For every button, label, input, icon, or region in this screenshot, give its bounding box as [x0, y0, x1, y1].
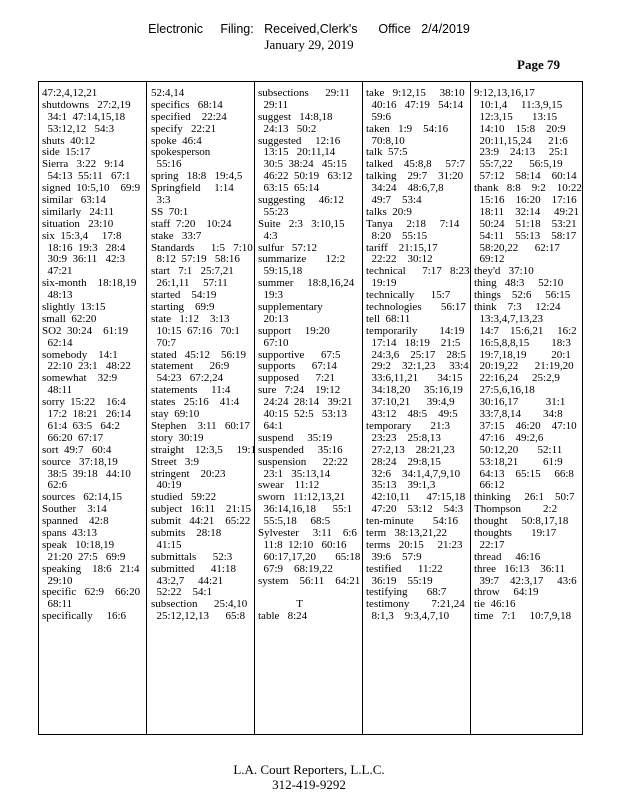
index-line: six-month 18:18,19 [42, 277, 137, 290]
index-line: 30:16,17 31:1 [474, 396, 566, 409]
index-line: thing 48:3 52:10 [474, 277, 564, 290]
index-line: 50:12,20 52:11 [474, 443, 563, 456]
index-line: 27:2,13 28:21,23 [366, 443, 455, 456]
index-line: state 1:12 3:13 [151, 312, 230, 325]
index-line: shutdowns 27:2,19 [42, 98, 131, 111]
index-line: thinking 26:1 50:7 [474, 491, 575, 504]
filing-stamp: Electronic Filing: Received,Clerk's Office 2/4/2019 [148, 22, 470, 36]
index-line: Sylvester 3:11 6:6 [258, 526, 357, 539]
index-line: 53:18,21 61:9 [474, 455, 563, 468]
index-line: spoke 46:4 [151, 134, 202, 147]
index-line: SS 70:1 [151, 205, 189, 218]
index-line: suspended 35:16 [258, 443, 343, 456]
index-line: 37:10,21 39:4,9 [366, 396, 455, 409]
index-column-5 [474, 88, 582, 623]
index-line: 36:19 55:19 [366, 574, 433, 587]
index-line: taken 1:9 54:16 [366, 122, 449, 135]
index-line: talked 45:8,8 57:7 [366, 158, 465, 171]
index-line: speaking 18:6 21:4 [42, 562, 140, 575]
index-line: things 52:6 56:15 [474, 289, 571, 302]
index-line: tell 68:11 [366, 312, 411, 325]
index-line: tariff 21:15,17 [366, 241, 438, 254]
index-line: 19:3 [258, 289, 284, 302]
index-line: 19:19 [366, 277, 397, 290]
index-line: thoughts 19:17 [474, 526, 557, 539]
index-line: thread 46:16 [474, 550, 541, 563]
index-line: 24:3,6 25:17 28:5 [366, 348, 466, 361]
index-line: staff 7:20 10:24 [151, 217, 232, 230]
index-line: 27:5,6,16,18 [474, 384, 535, 397]
index-line: Souther 3:14 [42, 503, 107, 516]
index-line: 23:23 25:8,13 [366, 431, 441, 444]
index-line: specifically 16:6 [42, 610, 127, 623]
index-line: testifying 68:7 [366, 586, 447, 599]
index-line: side 15:17 [42, 146, 91, 159]
index-line: subsection 25:4,10 [151, 598, 248, 611]
index-line: sure 7:24 19:12 [258, 384, 341, 397]
index-line: 8:1,3 9:3,4,7,10 [366, 610, 450, 623]
index-line: thank 8:8 9:2 10:22 [474, 182, 582, 195]
index-line: three 16:13 36:11 [474, 562, 565, 575]
index-line: 48:11 [42, 384, 73, 397]
index-line: 20:13 [258, 312, 289, 325]
index-line: 55:23 [258, 205, 289, 218]
index-line: 9:12,13,16,17 [474, 87, 535, 99]
index-line: submits 28:18 [151, 526, 222, 539]
index-line: Standards 1:5 7:10 [151, 241, 253, 254]
index-line: 64:13 65:15 66:8 [474, 467, 574, 480]
index-line: specifics 68:14 [151, 98, 223, 111]
index-line: situation 23:10 [42, 217, 114, 230]
index-line: 39:7 42:3,17 43:6 [474, 574, 577, 587]
index-line: 29:11 [258, 98, 289, 111]
column-divider [470, 82, 471, 734]
index-line: 23:9 24:13 25:1 [474, 146, 569, 159]
index-line: 28:24 29:8,15 [366, 455, 441, 468]
index-line: submittals 52:3 [151, 550, 233, 563]
index-column-1 [42, 88, 140, 623]
index-line: technologies 56:17 [366, 301, 466, 314]
index-line: suggesting 46:12 [258, 194, 344, 207]
index-line: Suite 2:3 3:10,15 [258, 217, 345, 230]
index-line: summer 18:8,16,24 [258, 277, 355, 290]
index-line: temporarily 14:19 [366, 324, 465, 337]
index-line: 48:13 [42, 289, 73, 302]
index-line: sulfur 57:12 [258, 241, 317, 254]
index-line: suggest 14:8,18 [258, 110, 333, 123]
index-line: 33:7,8,14 34:8 [474, 408, 563, 421]
index-line: 47:20 53:12 54:3 [366, 503, 464, 516]
index-line: 18:16 19:3 28:4 [42, 241, 126, 254]
index-line: 62:14 [42, 336, 73, 349]
index-line: throw 64:19 [474, 586, 539, 599]
index-line: Street 3:9 [151, 455, 199, 468]
index-line: straight 12:3,5 19:1 [151, 443, 257, 456]
index-line: Tanya 2:18 7:14 [366, 217, 460, 230]
index-line: 40:19 [151, 479, 182, 492]
index-line: 64:1 [258, 419, 284, 432]
index-line: 61:4 63:5 64:2 [42, 419, 120, 432]
index-line: testimony 7:21,24 [366, 598, 465, 611]
index-line: 69:12 [474, 253, 505, 266]
index-line: 29:10 [42, 574, 73, 587]
index-line: shuts 40:12 [42, 134, 96, 147]
index-line: 49:7 53:4 [366, 194, 422, 207]
index-line: 3:3 [151, 194, 171, 207]
index-line: spokesperson [151, 146, 211, 159]
index-column-2 [151, 88, 256, 623]
index-line: signed 10:5,10 69:9 [42, 182, 141, 195]
index-table [38, 81, 583, 735]
index-line: sworn 11:12,13,21 [258, 491, 346, 504]
index-line: SO2 30:24 61:19 [42, 324, 129, 337]
index-line: 13:3,4,7,13,23 [474, 312, 544, 325]
index-line: 67:10 [258, 336, 289, 349]
index-line: small 62:20 [42, 312, 97, 325]
index-line: think 7:3 12:24 [474, 301, 561, 314]
index-line: Sierra 3:22 9:14 [42, 158, 124, 171]
index-line: 14:7 15:6,21 16:2 [474, 324, 577, 337]
index-line: 52:4,14 [151, 87, 185, 99]
index-line: 66:12 [474, 479, 505, 492]
index-line: 62:6 [42, 479, 68, 492]
index-line: system 56:11 64:21 [258, 574, 361, 587]
index-line: 50:24 51:18 53:21 [474, 217, 577, 230]
index-line: 39:6 57:9 [366, 550, 422, 563]
index-line: sources 62:14,15 [42, 491, 123, 504]
footer-phone: 312-419-9292 [272, 777, 346, 792]
index-line: Thompson 2:2 [474, 503, 558, 516]
index-line: 40:15 52:5 53:13 [258, 408, 347, 421]
index-line: 26:1,11 57:11 [151, 277, 228, 290]
index-line: 34:1 47:14,15,18 [42, 110, 126, 123]
index-line: 23:1 35:13,14 [258, 467, 331, 480]
index-line: supplementary [258, 301, 323, 314]
index-line: 10:1,4 11:3,9,15 [474, 98, 563, 111]
index-line: tie 46:16 [474, 598, 516, 611]
index-line: specified 22:24 [151, 110, 227, 123]
index-line: T [258, 598, 304, 611]
index-line: talking 29:7 31:20 [366, 170, 464, 183]
index-line: 66:20 67:17 [42, 431, 104, 444]
page-number: Page 79 [517, 57, 560, 72]
index-line: 46:22 50:19 63:12 [258, 170, 353, 183]
index-line: 24:13 50:2 [258, 122, 317, 135]
index-line: 14:10 15:8 20:9 [474, 122, 566, 135]
index-line: term 38:13,21,22 [366, 526, 447, 539]
index-line: 58:20,22 62:17 [474, 241, 560, 254]
footer-company: L.A. Court Reporters, L.L.C. [233, 762, 385, 777]
index-line: 36:14,16,18 55:1 [258, 503, 353, 516]
index-line: 10:15 67:16 70:1 [151, 324, 240, 337]
index-line: source 37:18,19 [42, 455, 118, 468]
index-line: spans 43:13 [42, 526, 97, 539]
index-line: 40:16 47:19 54:14 [366, 98, 464, 111]
index-line: 57:12 58:14 60:14 [474, 170, 577, 183]
index-line: 43:2,7 44:21 [151, 574, 224, 587]
index-line: 16:5,8,8,15 18:3 [474, 336, 571, 349]
index-line: 52:22 54:1 [151, 586, 213, 599]
index-line: 17:14 18:19 21:5 [366, 336, 461, 349]
index-line: 24:24 28:14 39:21 [258, 396, 353, 409]
index-line: start 7:1 25:7,21 [151, 265, 234, 278]
index-line: swear 11:12 [258, 479, 320, 492]
index-line: 18:11 32:14 49:21 [474, 205, 580, 218]
index-line: sorry 15:22 16:4 [42, 396, 126, 409]
index-line: 59:15,18 [258, 265, 303, 278]
index-line: started 54:19 [151, 289, 217, 302]
index-line: 8:12 57:19 58:16 [151, 253, 240, 266]
index-line: slightly 13:15 [42, 301, 106, 314]
index-line: supportive 67:5 [258, 348, 341, 361]
index-line: 13:15 20:11,14 [258, 146, 336, 159]
index-line: specific 62:9 66:20 [42, 586, 141, 599]
index-line: stringent 20:23 [151, 467, 226, 480]
index-line: statement 26:9 [151, 360, 230, 373]
index-line: Springfield 1:14 [151, 182, 234, 195]
index-line: similar 63:14 [42, 194, 106, 207]
index-line: suspend 35:19 [258, 431, 333, 444]
filing-date: January 29, 2019 [264, 37, 354, 52]
index-line: thought 50:8,17,18 [474, 515, 569, 528]
index-line: 54:11 55:13 58:17 [474, 229, 577, 242]
index-line: 47:2,4,12,21 [42, 87, 98, 99]
index-line: 30:5 38:24 45:15 [258, 158, 347, 171]
index-line: 37:15 46:20 47:10 [474, 419, 577, 432]
index-line: 32:6 34:1,4,7,9,10 [366, 467, 461, 480]
index-line: table 8:24 [258, 610, 308, 623]
index-line: 70:8,10 [366, 134, 405, 147]
index-line: 35:13 39:1,3 [366, 479, 436, 492]
index-line: Stephen 3:11 60:17 [151, 419, 250, 432]
index-line: 21:20 27:5 69:9 [42, 550, 126, 563]
index-line: stay 69:10 [151, 408, 200, 421]
index-line: 47:21 [42, 265, 73, 278]
index-line: time 7:1 10:7,9,18 [474, 610, 572, 623]
index-line: 22:10 23:1 48:22 [42, 360, 131, 373]
index-line: 20:11,15,24 21:6 [474, 134, 568, 147]
index-line: 15:16 16:20 17:16 [474, 194, 577, 207]
index-line: 25:12,12,13 65:8 [151, 610, 246, 623]
column-divider [362, 82, 363, 734]
index-line: six 15:3,4 17:8 [42, 229, 122, 242]
index-line: terms 20:15 21:23 [366, 538, 463, 551]
index-line: 22:16,24 25:2,9 [474, 372, 560, 385]
index-line: summarize 12:2 [258, 253, 346, 266]
index-line: statements 11:4 [151, 384, 231, 397]
index-line: submitted 41:18 [151, 562, 236, 575]
index-line: 68:11 [42, 598, 73, 611]
index-line: technically 15:7 [366, 289, 451, 302]
index-line: spring 18:8 19:4,5 [151, 170, 243, 183]
index-line: suspension 22:22 [258, 455, 348, 468]
index-line: 29:2 32:1,23 33:4 [366, 360, 469, 373]
index-line: 20:19,22 21:19,20 [474, 360, 574, 373]
index-line: starting 69:9 [151, 301, 215, 314]
index-line: spanned 42:8 [42, 515, 109, 528]
index-line: submit 44:21 65:22 [151, 515, 251, 528]
index-line: 55:7,22 56:5,19 [474, 158, 563, 171]
index-line: supposed 7:21 [258, 372, 335, 385]
index-column-4 [366, 88, 470, 623]
index-line: 42:10,11 47:15,18 [366, 491, 466, 504]
index-line: somewhat 32:9 [42, 372, 118, 385]
index-line: technical 7:17 8:23 [366, 265, 470, 278]
index-line: 43:12 48:5 49:5 [366, 408, 458, 421]
index-line: stated 45:12 56:19 [151, 348, 247, 361]
index-line: 34:24 48:6,7,8 [366, 182, 444, 195]
index-line: 47:16 49:2,6 [474, 431, 544, 444]
index-line: 41:15 [151, 538, 182, 551]
index-line: subject 16:11 21:15 [151, 503, 252, 516]
index-line: they'd 37:10 [474, 265, 534, 278]
index-line: 34:18,20 35:16,19 [366, 384, 463, 397]
index-line: 67:9 68:19,22 [258, 562, 333, 575]
index-line: states 25:16 41:4 [151, 396, 240, 409]
index-line: testified 11:22 [366, 562, 443, 575]
index-line: talk 57:5 [366, 146, 408, 159]
index-line: sort 49:7 60:4 [42, 443, 112, 456]
index-line: similarly 24:11 [42, 205, 115, 218]
index-line: subsections 29:11 [258, 87, 350, 99]
index-line: 22:22 30:12 [366, 253, 433, 266]
index-line: 38:5 39:18 44:10 [42, 467, 131, 480]
index-line: 55:16 [151, 158, 182, 171]
index-line: supports 67:14 [258, 360, 337, 373]
index-line: 63:15 65:14 [258, 182, 320, 195]
index-line: 22:17 [474, 538, 505, 551]
index-line: specify 22:21 [151, 122, 217, 135]
index-line: 33:6,11,21 34:15 [366, 372, 463, 385]
index-line: 54:23 67:2,24 [151, 372, 224, 385]
index-line: talks 20:9 [366, 205, 412, 218]
index-line: 12:3,15 13:15 [474, 110, 558, 123]
index-line: 11:8 12:10 60:16 [258, 538, 347, 551]
index-line: 60:17,17,20 65:18 [258, 550, 361, 563]
index-line: 70:7 [151, 336, 177, 349]
index-line: studied 59:22 [151, 491, 217, 504]
index-line: stake 33:7 [151, 229, 202, 242]
index-line: 54:13 55:11 67:1 [42, 170, 131, 183]
index-line: 4:3 [258, 229, 278, 242]
index-line: somebody 14:1 [42, 348, 118, 361]
index-line: 53:12,12 54:3 [42, 122, 115, 135]
index-line: 59:6 [366, 110, 392, 123]
index-line: 30:9 36:11 42:3 [42, 253, 126, 266]
index-line: take 9:12,15 38:10 [366, 87, 465, 99]
index-line: 19:7,18,19 20:1 [474, 348, 571, 361]
index-column-3 [258, 88, 360, 623]
index-line: ten-minute 54:16 [366, 515, 458, 528]
index-line: suggested 12:16 [258, 134, 341, 147]
index-line: 17:2 18:21 26:14 [42, 408, 131, 421]
index-line: speak 10:18,19 [42, 538, 115, 551]
index-line: story 30:19 [151, 431, 204, 444]
column-divider [146, 82, 147, 734]
index-line: 8:20 55:15 [366, 229, 428, 242]
index-line: temporary 21:3 [366, 419, 451, 432]
index-line: 55:5,18 68:5 [258, 515, 331, 528]
index-line: support 19:20 [258, 324, 330, 337]
